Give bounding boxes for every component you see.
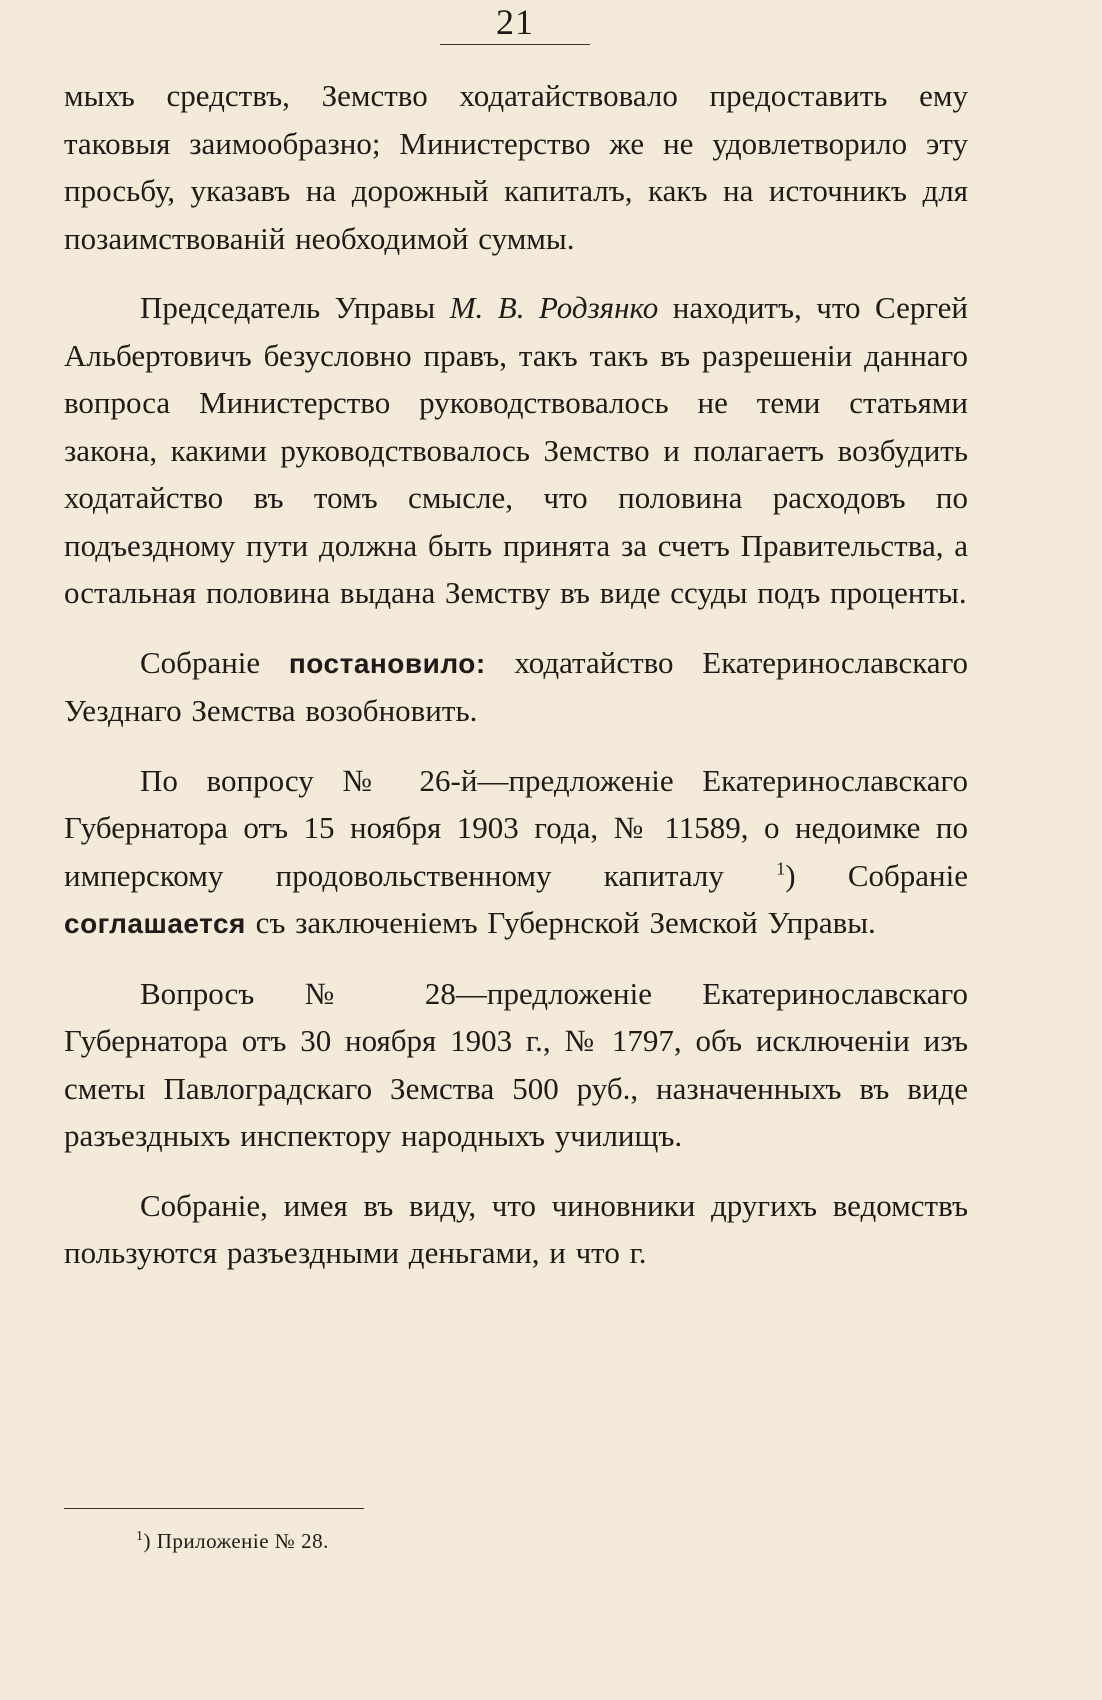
paragraph-3-text-before: Собраніе: [140, 644, 289, 680]
paragraph-4-text-before: По вопросу № 26-й—предложеніе Екатеринославскаго Губернатора отъ 15 ноября 1903 года, № 11589, о недоимке по имперскому продовольственному капиталу: [64, 762, 968, 893]
paragraph-5: [64, 970, 968, 1160]
footnote-reference: 1: [776, 858, 786, 879]
page-number: 21: [496, 2, 534, 42]
paragraph-2-text-after: находитъ, что Сергей Альбертовичъ безусловно правъ, такъ такъ въ разрешеніи даннаго вопроса Министерство руководствовалось не теми статьями закона, какими руководствовалось Земство и полагаетъ возбудить ходатайство въ томъ смысле, что половина расходовъ по подъездному пути должна быть принята за счетъ Правительства, а остальная половина выдана Земству въ виде ссуды подъ проценты.: [64, 290, 968, 610]
paragraph-4: [64, 757, 968, 948]
body-text: [64, 72, 968, 1299]
paragraph-6: [64, 1182, 968, 1277]
paragraph-2-text-before: Председатель Управы: [140, 290, 450, 325]
resolution-emphasis: постановило:: [288, 647, 486, 679]
paragraph-6-text: Собраніе, имея въ виду, что чиновники другихъ ведомствъ пользуются разъездными деньгами, и что г.: [64, 1187, 968, 1270]
agreement-emphasis: соглашается: [64, 908, 246, 939]
paragraph-5-text: Вопросъ № 28—предложеніе Екатеринославскаго Губернатора отъ 30 ноября 1903 г., № 1797, объ исключеніи изъ сметы Павлоградскаго Земства 500 руб., назначенныхъ въ виде разъездныхъ инспектору народныхъ училищъ.: [64, 975, 968, 1153]
footnote-text: ) Приложеніе № 28.: [143, 1529, 329, 1553]
paragraph-3: [64, 639, 968, 735]
paragraph-3-text-after: ходатайство Екатеринославскаго Уезднаго Земства возобновить.: [64, 644, 969, 728]
paragraph-4-text-after: съ заключеніемъ Губернской Земской Управы.: [245, 905, 876, 940]
paragraph-1: [64, 72, 968, 262]
footnote-marker: 1: [136, 1529, 144, 1544]
header-rule: [440, 44, 590, 45]
footnote: [136, 1527, 836, 1555]
paragraph-2: [64, 284, 968, 617]
chairman-name: М. В. Родзянко: [449, 290, 659, 325]
footnote-rule: [64, 1508, 364, 1509]
paragraph-1-text: мыхъ средствъ, Земство ходатайствовало предоставить ему таковыя заимообразно; Министерство же не удовлетворило эту просьбу, указавъ на дорожный капиталъ, какъ на источникъ для позаимствованій необходимой суммы.: [64, 78, 968, 256]
paragraph-4-text-middle: ) Собраніе: [785, 857, 969, 893]
